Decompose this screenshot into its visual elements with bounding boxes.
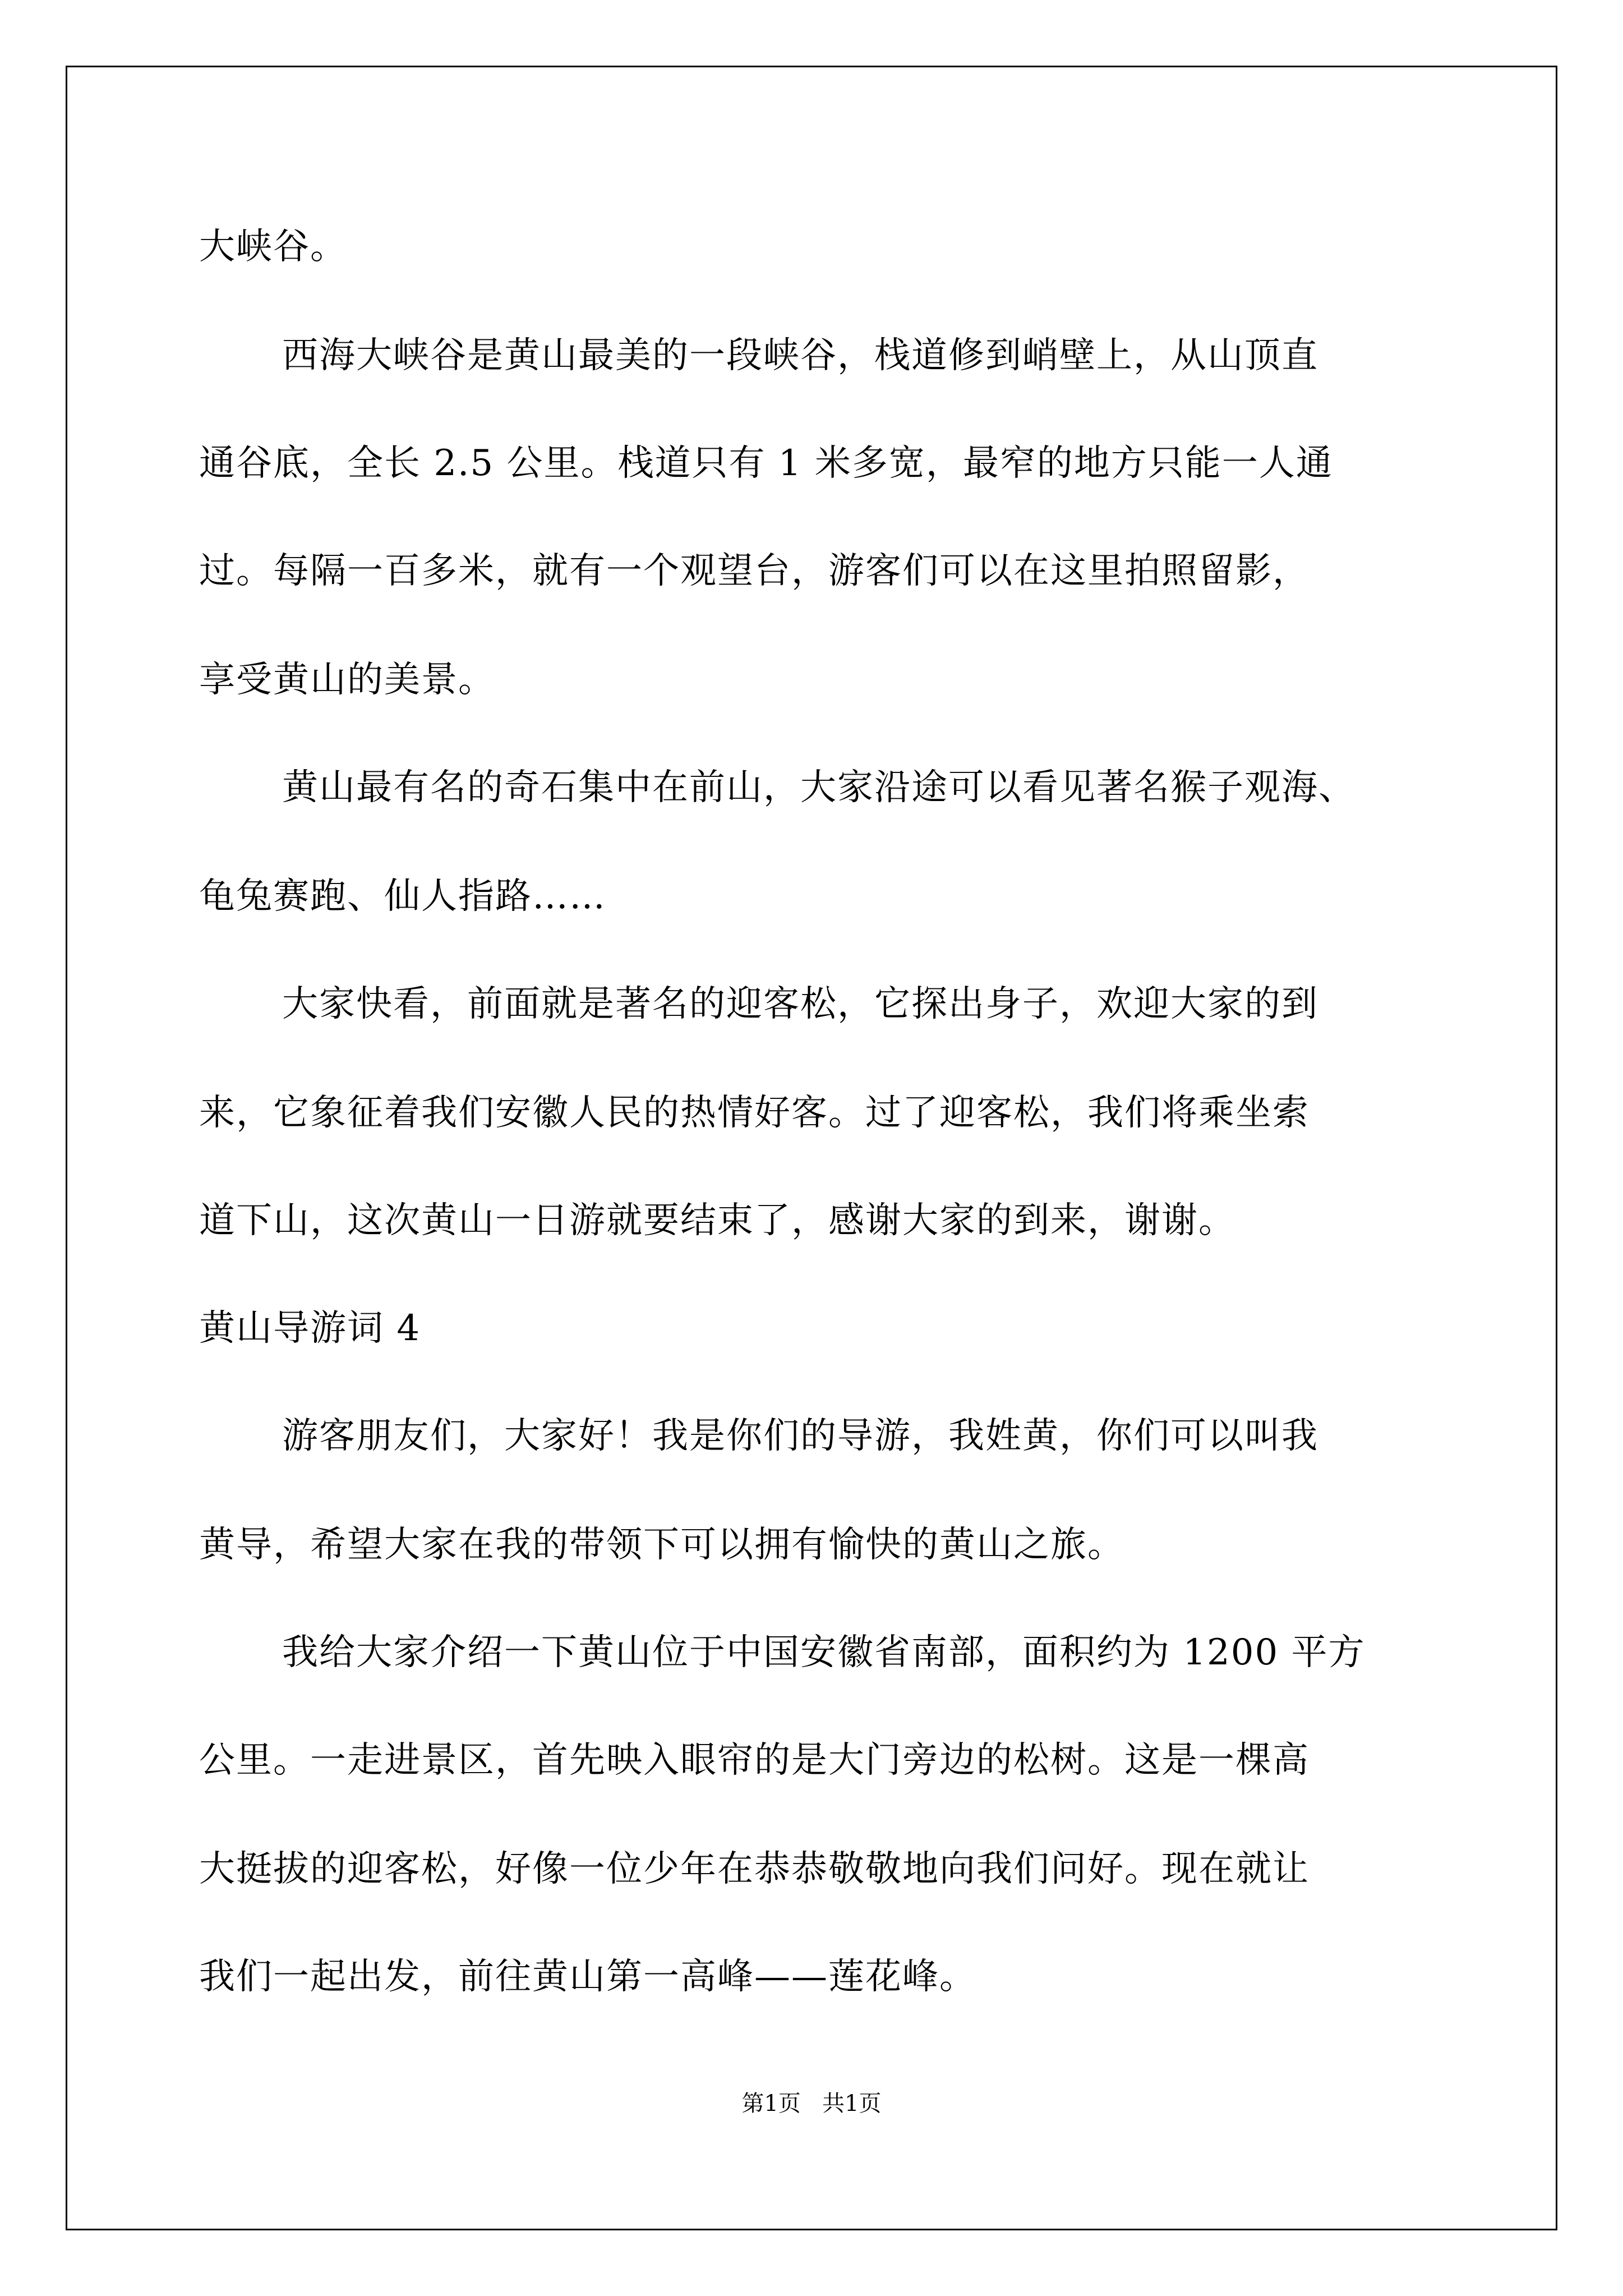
- text-line: 公里。一走进景区，首先映入眼帘的是大门旁边的松树。这是一棵高: [199, 1740, 1310, 1781]
- paragraph-first-line: 我给大家介绍一下黄山位于中国安徽省南部，面积约为 1200 平方: [282, 1632, 1366, 1673]
- paragraph-first-line: 游客朋友们，大家好！我是你们的导游，我姓黄，你们可以叫我: [282, 1415, 1318, 1457]
- paragraph-first-line: 西海大峡谷是黄山最美的一段峡谷，栈道修到峭壁上，从山顶直: [282, 335, 1318, 376]
- text-line: 通谷底，全长 2.5 公里。栈道只有 1 米多宽，最窄的地方只能一人通: [199, 443, 1333, 484]
- page-footer: 第1页 共1页: [741, 2091, 882, 2116]
- section-heading: 黄山导游词 4: [199, 1308, 421, 1349]
- text-line: 我们一起出发，前往黄山第一高峰——莲花峰。: [199, 1956, 976, 1998]
- text-line: 黄导，希望大家在我的带领下可以拥有愉快的黄山之旅。: [199, 1524, 1124, 1566]
- page-border: [66, 66, 1557, 2230]
- text-line: 过。每隔一百多米，就有一个观望台，游客们可以在这里拍照留影，: [199, 550, 1310, 592]
- paragraph-first-line: 黄山最有名的奇石集中在前山，大家沿途可以看见著名猴子观海、: [282, 767, 1355, 808]
- text-line: 享受黄山的美景。: [199, 659, 495, 701]
- text-line: 来，它象征着我们安徽人民的热情好客。过了迎客松，我们将乘坐索: [199, 1092, 1310, 1134]
- text-line: 龟兔赛跑、仙人指路……: [199, 876, 606, 917]
- paragraph-first-line: 大家快看，前面就是著名的迎客松，它探出身子，欢迎大家的到: [282, 983, 1318, 1025]
- text-line: 大峡谷。: [199, 226, 347, 268]
- text-line: 大挺拔的迎客松，好像一位少年在恭恭敬敬地向我们问好。现在就让: [199, 1848, 1310, 1890]
- text-line: 道下山，这次黄山一日游就要结束了，感谢大家的到来，谢谢。: [199, 1200, 1235, 1241]
